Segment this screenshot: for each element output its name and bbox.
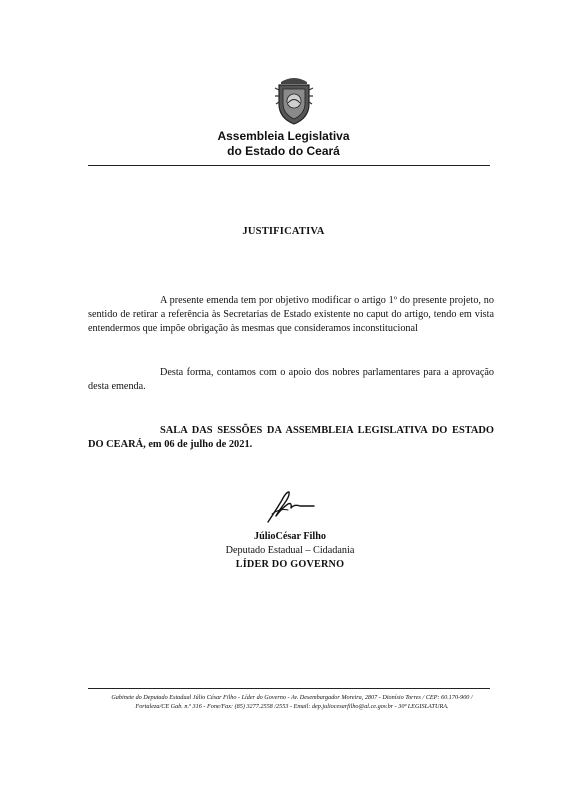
footer-divider — [88, 688, 490, 689]
signer-name: JúlioCésar Filho — [254, 531, 326, 542]
justification-paragraph-1: A presente emenda tem por objetivo modificar o artigo 1º do presente projeto, no sentido de retirar a referência às Secretarias de Estado existente no caput do artigo, tendo em vista entendermos que impõe obrigação às mesmas que consideramos inconstitucional — [88, 295, 494, 334]
document-heading: JUSTIFICATIVA — [242, 226, 325, 237]
footer-address-line-2: Fortaleza/CE Gab. n.º 316 - Fone/Fax: (85) 3277.2558 /2553 - Email: dep.juliocesarfilho@al.ce.gov.br - 30ª LEGISLATURA. — [135, 703, 449, 710]
session-closing: SALA DAS SESSÕES DA ASSEMBLEIA LEGISLATIVA DO ESTADO DO CEARÁ, em 06 de julho de 2021. — [88, 425, 494, 450]
footer-address-line-1: Gabinete do Deputado Estadual Júlio César Filho - Líder do Governo - Av. Desembargador Moreira, 2807 - Dionísio Torres / CEP: 60.170-900 / — [111, 694, 473, 701]
assembly-name: Assembleia Legislativa — [217, 129, 350, 143]
signer-role: Deputado Estadual – Cidadania — [225, 545, 355, 556]
signature-icon — [258, 486, 318, 526]
header-divider — [88, 165, 490, 166]
coat-of-arms-icon — [271, 72, 317, 126]
signer-title: LÍDER DO GOVERNO — [235, 559, 345, 570]
justification-paragraph-2: Desta forma, contamos com o apoio dos nobres parlamentares para a aprovação desta emenda. — [88, 367, 494, 392]
state-name: do Estado do Ceará — [227, 144, 340, 158]
